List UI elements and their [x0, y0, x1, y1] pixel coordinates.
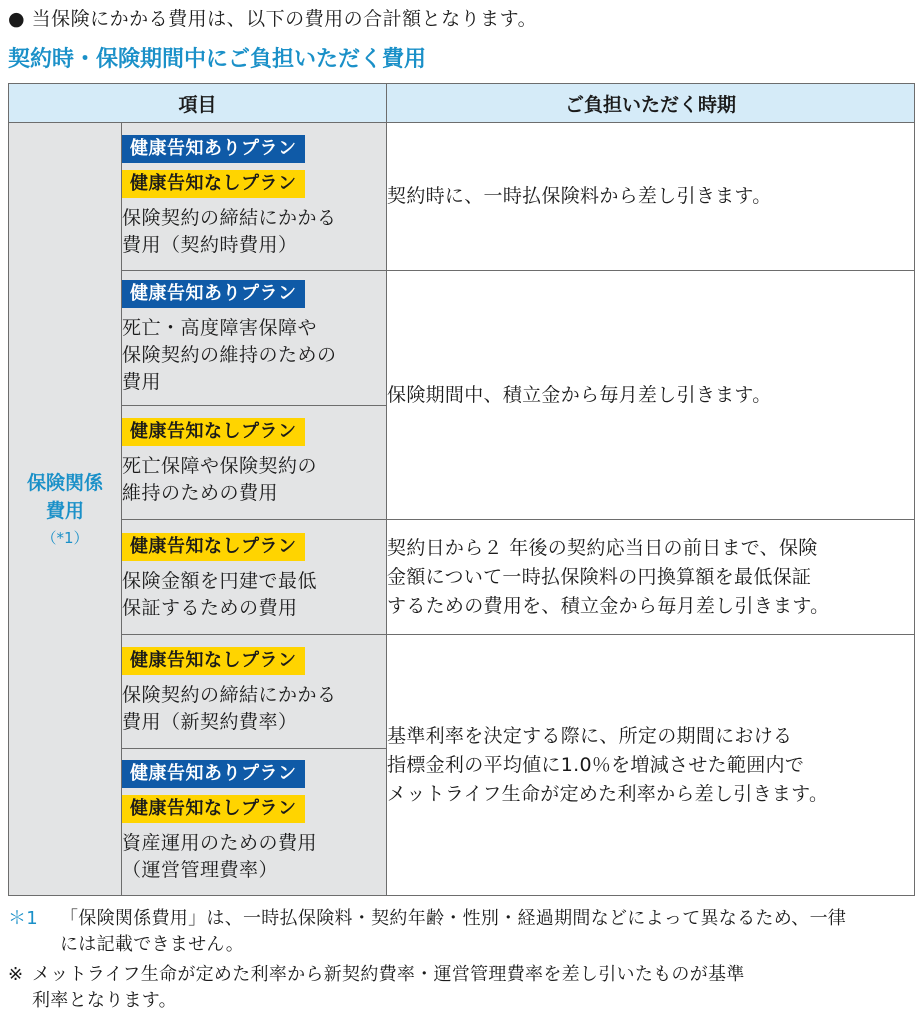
category-cell	[9, 123, 122, 896]
item-cell	[122, 271, 387, 406]
footnote-2-line1: メットライフ生命が定めた利率から新契約費率・運営管理費率を差し引いたものが基準	[32, 964, 745, 985]
item-description-line: 保険契約の締結にかかる	[122, 206, 337, 229]
footnote-2	[8, 962, 914, 1014]
timing-text-line: 契約日から２ 年後の契約応当日の前日まで、保険	[387, 536, 818, 559]
badge-with-health-declaration: 健康告知ありプラン	[122, 280, 305, 308]
timing-cell	[387, 271, 915, 520]
badge-without-health-declaration: 健康告知なしプラン	[122, 533, 305, 561]
badge-without-health-declaration: 健康告知なしプラン	[122, 418, 305, 446]
footnote-2-line2: 利率となります。	[32, 990, 177, 1011]
item-description-line: 費用	[122, 371, 162, 393]
item-cell	[122, 635, 387, 749]
header-timing: ご負担いただく時期	[387, 84, 915, 123]
section-title: 契約時・保険期間中にご負担いただく費用	[8, 47, 427, 72]
timing-cell	[387, 520, 915, 635]
item-description-line: 保険契約の締結にかかる	[122, 684, 337, 706]
timing-text-line: 指標金利の平均値に1.0％を増減させた範囲内で	[387, 753, 805, 776]
badge-with-health-declaration: 健康告知ありプラン	[122, 135, 305, 163]
item-description-line: 資産運用のための費用	[122, 832, 318, 854]
item-description-line: 保険金額を円建で最低	[122, 569, 318, 592]
table-row	[9, 520, 915, 635]
item-description-line: （運営管理費率）	[122, 859, 279, 881]
footnote-1-line1: 「保険関係費用」は、一時払保険料・契約年齢・性別・経過期間などによって異なるため、一律	[60, 908, 847, 929]
badge-without-health-declaration: 健康告知なしプラン	[122, 647, 305, 675]
timing-text-line: 基準利率を決定する際に、所定の期間における	[387, 724, 793, 747]
badge-without-health-declaration: 健康告知なしプラン	[122, 170, 305, 198]
badge-without-health-declaration: 健康告知なしプラン	[122, 795, 305, 823]
fee-table	[8, 83, 915, 896]
category-label-line1: 保険関係	[26, 472, 103, 494]
item-cell	[122, 520, 387, 635]
intro-text: ● 当保険にかかる費用は、以下の費用の合計額となります。	[8, 8, 538, 30]
header-item: 項目	[9, 84, 387, 123]
timing-text-line: 契約時に、一時払保険料から差し引きます。	[387, 185, 772, 207]
timing-text-line: メットライフ生命が定めた利率から差し引きます。	[387, 782, 829, 805]
table-row	[9, 635, 915, 749]
timing-text-line: 金額について一時払保険料の円換算額を最低保証	[387, 565, 812, 588]
timing-text-line: するための費用を、積立金から毎月差し引きます。	[387, 594, 830, 617]
footnote-2-mark: ※	[8, 964, 24, 985]
item-cell	[122, 406, 387, 520]
item-cell	[122, 123, 387, 271]
item-description-line: 費用（契約時費用）	[122, 233, 298, 256]
table-row	[9, 271, 915, 406]
footnote-1-mark: ＊1	[8, 908, 39, 929]
item-description-line: 死亡保障や保険契約の	[122, 455, 318, 477]
item-description-line: 保証するための費用	[122, 596, 298, 619]
table-header-row	[9, 84, 915, 123]
category-label-line2: 費用	[45, 500, 84, 522]
item-cell	[122, 749, 387, 896]
item-description-line: 維持のための費用	[122, 482, 279, 504]
footnote-1-line2: には記載できません。	[60, 934, 245, 955]
footnote-1	[8, 906, 914, 958]
badge-with-health-declaration: 健康告知ありプラン	[122, 760, 305, 788]
item-description-line: 保険契約の維持のための	[122, 344, 337, 366]
item-description-line: 死亡・高度障害保障や	[122, 317, 318, 339]
item-description-line: 費用（新契約費率）	[122, 711, 298, 733]
timing-text-line: 保険期間中、積立金から毎月差し引きます。	[387, 383, 772, 406]
timing-cell	[387, 635, 915, 896]
category-note: （*1）	[41, 529, 89, 547]
table-row	[9, 123, 915, 271]
timing-cell	[387, 123, 915, 271]
